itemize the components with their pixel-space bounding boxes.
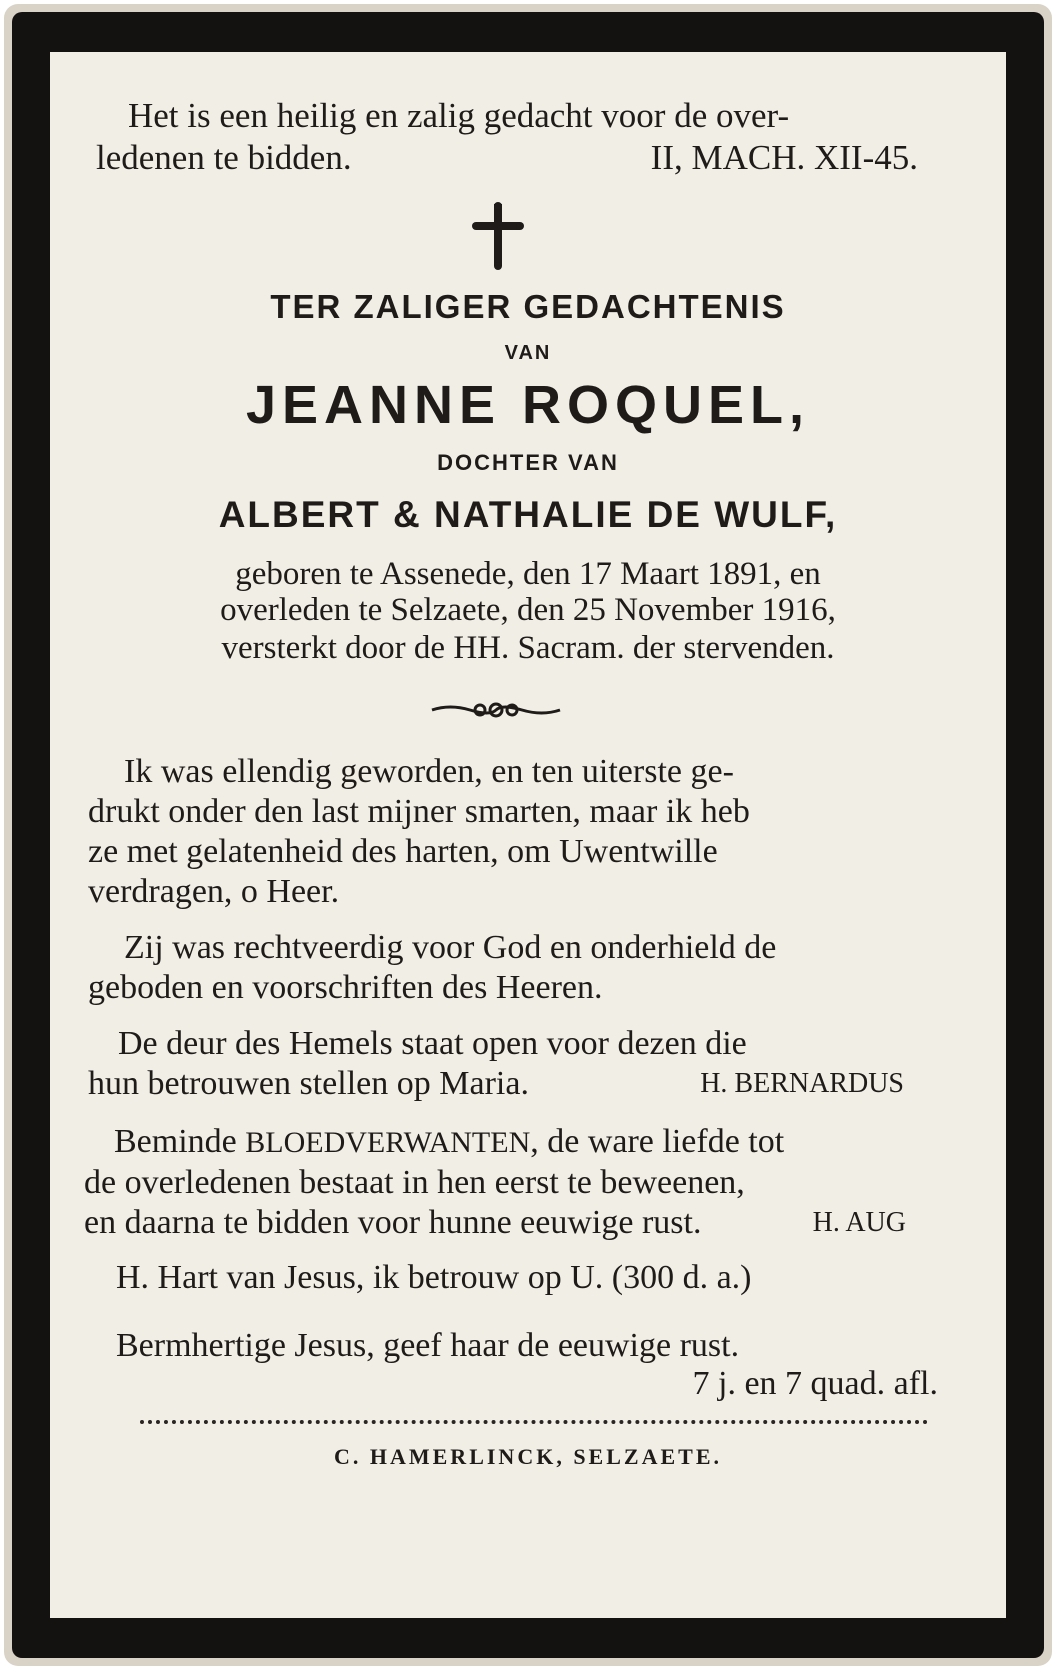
paragraph-2-line: geboden en voorschriften des Heeren. (88, 969, 603, 1006)
heading-dochter-van: DOCHTER VAN (437, 450, 619, 475)
birth-line: geboren te Assenede, den 17 Maart 1891, en (235, 556, 821, 592)
paragraph-6-prayer: Bermhertige Jesus, geef haar de eeuwige rust. (116, 1327, 740, 1364)
paragraph-4-line: en daarna te bidden voor hunne eeuwige rust. (84, 1204, 702, 1241)
latin-cross-icon (472, 202, 524, 270)
epigraph-reference: II, MACH. XII-45. (650, 138, 918, 177)
attribution-augustinus: H. AUG (812, 1207, 906, 1238)
paragraph-1-line: ze met gelatenheid des harten, om Uwentwille (88, 833, 718, 870)
paragraph-1-line: drukt onder den last mijner smarten, maar ik heb (88, 793, 750, 830)
attribution-bernardus: H. BERNARDUS (700, 1068, 904, 1099)
printer-imprint: C. HAMERLINCK, SELZAETE. (333, 1444, 722, 1469)
paragraph-1 (88, 752, 946, 912)
paragraph-3-line: hun betrouwen stellen op Maria. (88, 1065, 529, 1102)
paragraph-4-line (84, 1122, 906, 1163)
heading-van: VAN (504, 342, 552, 364)
card-paper (50, 52, 1006, 1618)
paragraph-4-text: Beminde (114, 1123, 246, 1160)
paragraph-2-line: Zij was rechtveerdig voor God en onderhield de (124, 929, 777, 966)
epigraph-line-2 (96, 138, 918, 178)
paragraph-4-text: , de ware liefde tot (530, 1123, 785, 1160)
emphasis-bloedverwanten: BLOEDVERWANTEN (245, 1126, 531, 1159)
epigraph-line-1: Het is een heilig en zalig gedacht voor de over- (128, 96, 790, 135)
paragraph-4-line: de overledenen bestaat in hen eerst te beweenen, (84, 1164, 745, 1201)
sacraments-line: versterkt door de HH. Sacram. der stervenden. (221, 630, 835, 666)
paragraph-2 (88, 928, 946, 1008)
dotted-divider (140, 1420, 928, 1424)
paragraph-3-line: De deur des Hemels staat open voor dezen die (118, 1025, 747, 1062)
scroll-ornament-icon (430, 700, 562, 720)
deceased-name: JEANNE ROQUEL, (245, 375, 811, 435)
paragraph-4 (84, 1122, 906, 1243)
death-line: overleden te Selzaete, den 25 November 1916, (220, 592, 836, 628)
paragraph-3 (88, 1024, 904, 1104)
paragraph-5-prayer: H. Hart van Jesus, ik betrouw op U. (300 d. a.) (116, 1259, 752, 1296)
epigraph-text-end: ledenen te bidden. (96, 138, 352, 177)
heading-in-memory: TER ZALIGER GEDACHTENIS (270, 288, 786, 325)
paragraph-1-line: verdragen, o Heer. (88, 873, 340, 910)
indulgence-note: 7 j. en 7 quad. afl. (692, 1365, 938, 1402)
parents-names: ALBERT & NATHALIE DE WULF, (218, 494, 838, 535)
paragraph-1-line: Ik was ellendig geworden, en ten uiterste ge- (124, 753, 734, 790)
